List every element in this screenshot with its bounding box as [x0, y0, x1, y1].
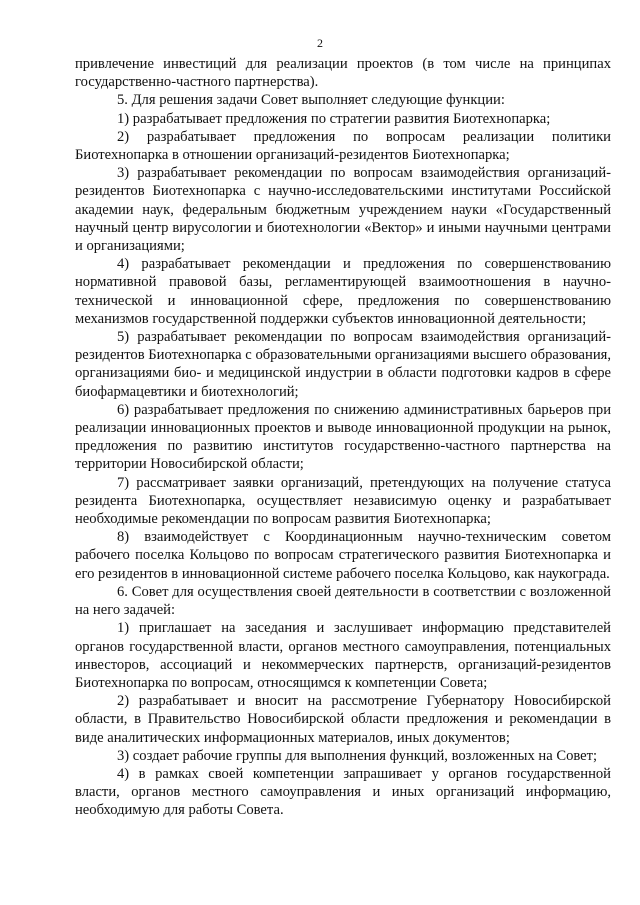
paragraph: 7) рассматривает заявки организаций, претендующих на получение статуса резидента Биотехнопарка, осуществляет независимую оценку и разрабатывает необходимые рекомендации по вопросам развития Биотехнопарка;	[75, 474, 611, 528]
paragraph: 6) разрабатывает предложения по снижению административных барьеров при реализации инновационных проектов и выводе инновационной продукции на рынок, предложения по развитию институтов государственно-частного партнерства на территории Новосибирской области;	[75, 401, 611, 473]
paragraph: 6. Совет для осуществления своей деятельности в соответствии с возложенной на него задачей:	[75, 583, 611, 619]
document-body	[75, 55, 611, 820]
paragraph: 1) приглашает на заседания и заслушивает информацию представителей органов государственной власти, органов местного самоуправления, потенциальных инвесторов, ассоциаций и некоммерческих партнерств, организаций-резидентов Биотехнопарка по вопросам, относящимся к компетенции Совета;	[75, 620, 611, 691]
paragraph: 2) разрабатывает предложения по вопросам реализации политики Биотехнопарка в отношении организаций-резидентов Биотехнопарка;	[75, 128, 611, 164]
paragraph: 4) разрабатывает рекомендации и предложения по совершенствованию нормативной правовой базы, регламентирующей взаимоотношения в научно-технической и инновационной сфере, предложения по совершенствованию механизмов государственной поддержки субъектов инновационной деятельности;	[75, 256, 611, 327]
paragraph: 3) создает рабочие группы для выполнения функций, возложенных на Совет;	[117, 747, 598, 764]
paragraph: 5) разрабатывает рекомендации по вопросам взаимодействия организаций-резидентов Биотехнопарка с образовательными организациями высшего образования, организациями био- и медицинской индустрии в области подготовки кадров в сфере биофармацевтики и биотехнологий;	[75, 329, 611, 400]
paragraph: 3) разрабатывает рекомендации по вопросам взаимодействия организаций-резидентов Биотехнопарка с научно-исследовательскими институтами Российской академии наук, федеральным бюджетным учреждением науки «Государственный научный центр вирусологии и биотехнологии «Вектор» и иными научными центрами и организациями;	[75, 165, 611, 255]
paragraph: привлечение инвестиций для реализации проектов (в том числе на принципах государственно-частного партнерства).	[75, 56, 611, 91]
page-number: 2	[317, 36, 323, 50]
paragraph: 5. Для решения задачи Совет выполняет следующие функции:	[117, 92, 505, 109]
paragraph: 2) разрабатывает и вносит на рассмотрение Губернатору Новосибирской области, в Правительство Новосибирской области предложения и рекомендации в виде аналитических информационных материалов, иных документов;	[75, 693, 611, 746]
paragraph: 4) в рамках своей компетенции запрашивает у органов государственной власти, органов местного самоуправления и иных организаций информацию, необходимую для работы Совета.	[75, 765, 611, 819]
paragraph: 1) разрабатывает предложения по стратегии развития Биотехнопарка;	[117, 110, 551, 127]
paragraph: 8) взаимодействует с Координационным научно-техническим советом рабочего поселка Кольцово по вопросам стратегического развития Биотехнопарка и его резидентов в инновационной системе рабочего поселка Кольцово, как наукограда.	[75, 529, 611, 582]
